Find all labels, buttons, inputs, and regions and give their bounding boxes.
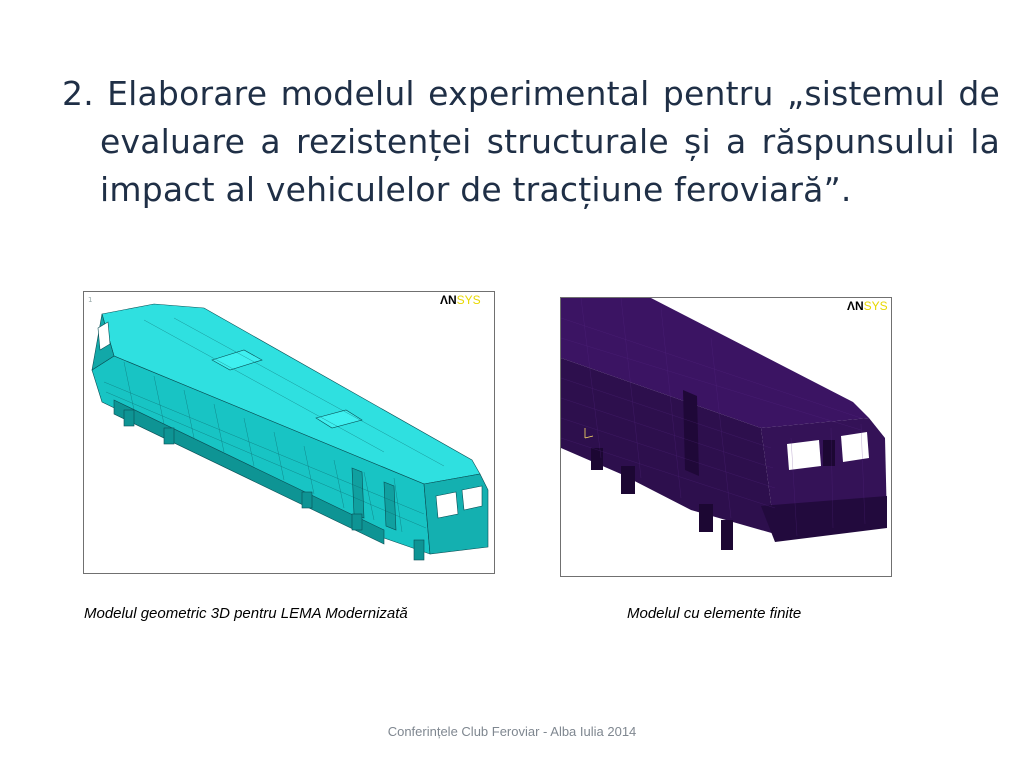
- figure-geometric-model: [83, 291, 495, 574]
- figure-finite-element-model: [560, 297, 892, 577]
- caption-geometric-model: Modelul geometric 3D pentru LEMA Modernizată: [84, 605, 408, 622]
- geometric-model-image: [84, 292, 494, 573]
- figure-corner-label: 1: [88, 296, 93, 304]
- slide-footer: Conferințele Club Feroviar - Alba Iulia 2014: [387, 724, 637, 739]
- finite-element-model-image: [561, 298, 891, 576]
- list-item-text: Elaborare modelul experimental pentru „sistemul de evaluare a rezistenței structurale și a răspunsului la impact al vehiculelor de tracțiune feroviară”.: [100, 74, 1000, 209]
- ansys-logo-right: ΛNSYS: [847, 299, 888, 313]
- locomotive-body-purple: [561, 298, 887, 550]
- list-item-number: 2.: [62, 74, 94, 113]
- caption-finite-element-model: Modelul cu elemente finite: [627, 605, 802, 622]
- locomotive-body-cyan: [92, 304, 488, 560]
- ansys-logo-left: ΛNSYS: [440, 293, 481, 307]
- slide-list-item: [62, 70, 1000, 214]
